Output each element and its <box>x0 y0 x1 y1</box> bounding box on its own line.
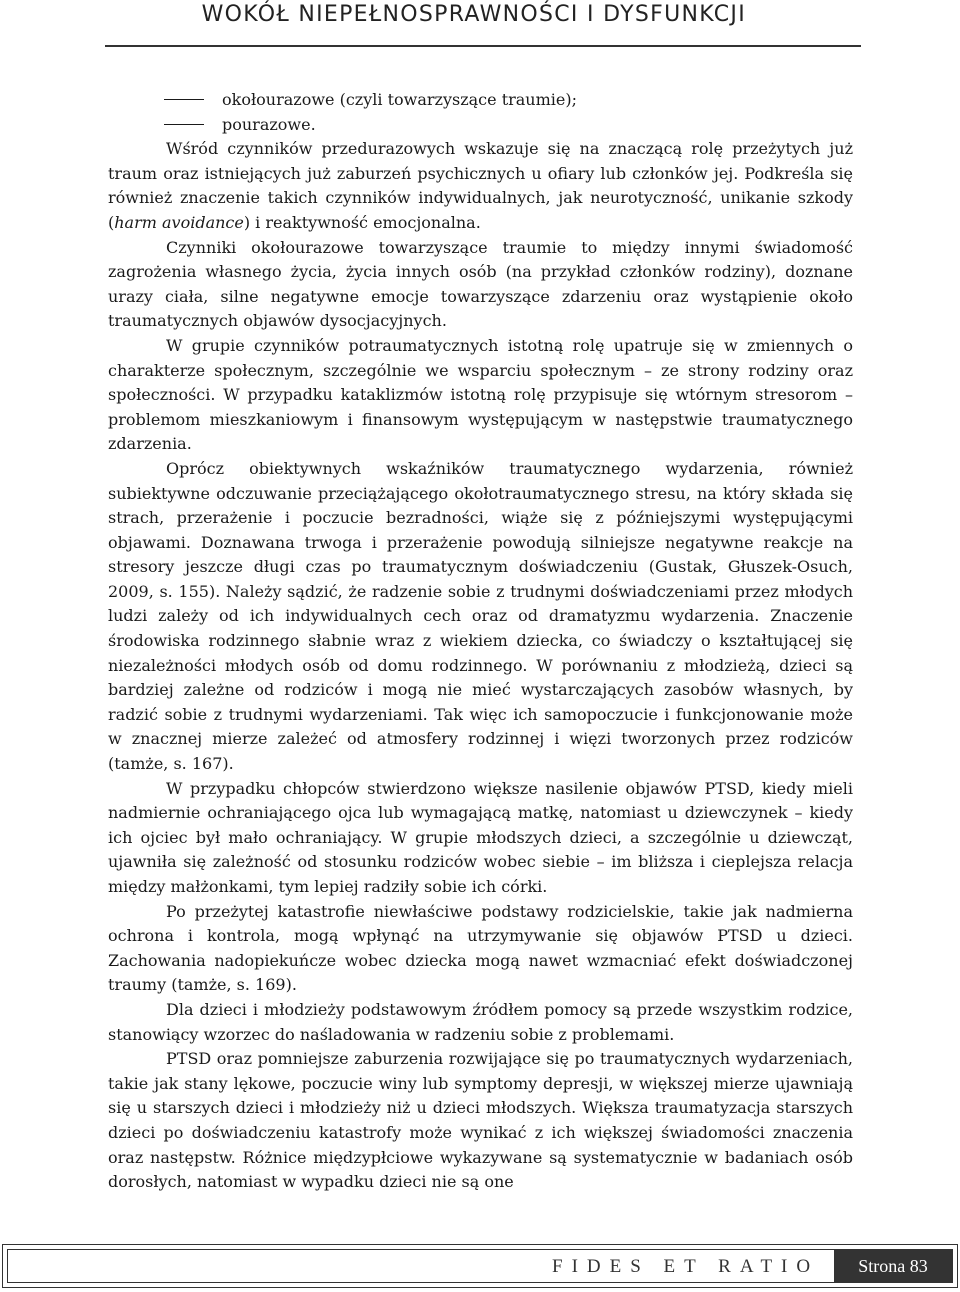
paragraph: PTSD oraz pomniejsze zaburzenia rozwijające się po traumatycznych wydarzeniach, takie jak stany lękowe, poczucie winy lub symptomy depresji, w większej mierze ujawniają się u starszych dzieci i młodzieży niż u dzieci młodszych. Większa traumatyzacja starszych dzieci po doświadczeniu katastrofy może wynikać z ich większej świadomości znaczenia oraz następstw. Różnice międzypłciowe wykazywane są systematycznie w badaniach osób dorosłych, natomiast w wypadku dzieci nie są one <box>108 1049 853 1192</box>
page-number: Strona 83 <box>834 1250 952 1282</box>
paragraph: Oprócz obiektywnych wskaźników traumatycznego wydarzenia, również subiektywne odczuwanie przeciążającego okołotraumatycznego stresu, na który składa się strach, przerażenie i poczucie bezradności, wiąże się z późniejszymi występującymi objawami. Doznawana trwoga i przerażenie powodują silniejsze negatywne reakcje na stresory jeszcze długi czas po traumatycznym doświadczeniu (Gustak, Głuszek-Osuch, 2009, s. 155). Należy sądzić, że radzenie sobie z trudnymi doświadczeniami przez młodych ludzi zależy od ich indywidualnych cech oraz od dramatyzmu wydarzenia. Znaczenie środowiska rodzinnego słabnie wraz z wiekiem dziecka, co świadczy o kształtującej się niezależności młodych osób od domu rodzinnego. W porównaniu z młodzieżą, dzieci są bardziej zależne od rodziców i mogą nie mieć wystarczających zasobów własnych, by radzić sobie z trudnymi wydarzeniami. Tak więc ich samopoczucie i funkcjonowanie może w znacznej mierze zależeć od atmosfery rodzinnej i więzi tworzonych przez rodziców (tamże, s. 167). <box>108 458 853 774</box>
emphasis-text: harm avoidance <box>114 212 244 232</box>
header-rule <box>105 45 861 47</box>
list-item-text: pourazowe. <box>222 114 316 134</box>
paragraph: W grupie czynników potraumatycznych istotną rolę upatruje się w zmiennych o charakterze społecznym, szczególnie we wsparciu społecznym – ze strony rodziny oraz społeczności. W przypadku kataklizmów istotną rolę przypisuje się wtórnym stresorom – problemom mieszkaniowym i finansowym występującym w następstwie traumatycznego zdarzenia. <box>108 335 853 454</box>
dash-bullet <box>164 124 204 125</box>
page-footer <box>2 1244 958 1288</box>
paragraph: Po przeżytej katastrofie niewłaściwe podstawy rodzicielskie, takie jak nadmierna ochrona i kontrola, mogą wpłynąć na utrzymywanie się objawów PTSD u dzieci. Zachowania nadopiekuńcze wobec dziecka mogą nawet wzmacniać efekt doświadczonej traumy (tamże, s. 169). <box>108 901 853 995</box>
list-item <box>108 88 853 113</box>
paragraph: Dla dzieci i młodzieży podstawowym źródłem pomocy są przede wszystkim rodzice, stanowiący wzorzec do naśladowania w radzeniu sobie z problemami. <box>108 999 853 1044</box>
list-item <box>108 113 853 138</box>
paragraph-text: Wśród czynników przedurazowych wskazuje się na znaczącą rolę przeżytych już traum oraz istniejących już zaburzeń psychicznych u ofiary lub członków jej. Podkreśla się również znaczenie takich czynników indywidualnych, jak neurotyczność, unikanie szkody ( <box>108 139 853 232</box>
paragraph: Czynniki okołourazowe towarzyszące traumie to między innymi świadomość zagrożenia własnego życia, życia innych osób (na przykład członków rodziny), doznane urazy ciała, silne negatywne emocje towarzyszące zdarzeniu oraz wystąpienie około traumatycznych objawów dysocjacyjnych. <box>108 237 853 331</box>
footer-frame <box>7 1249 953 1283</box>
header-title: WOKÓŁ NIEPEŁNOSPRAWNOŚCI I DYSFUNKCJI <box>201 2 746 27</box>
paragraph-text: ) i reaktywność emocjonalna. <box>243 212 481 232</box>
footer-brand: FIDES ET RATIO <box>552 1256 820 1277</box>
list-item-text: okołourazowe (czyli towarzyszące traumie); <box>222 90 577 109</box>
running-header <box>0 0 960 40</box>
page-body <box>108 88 853 1195</box>
dash-bullet <box>164 99 204 100</box>
paragraph: W przypadku chłopców stwierdzono większe nasilenie objawów PTSD, kiedy mieli nadmiernie ochraniającego ojca lub wymagającą matkę, natomiast u dziewczynek – kiedy ich ojciec był mało ochraniający. W grupie młodszych dzieci, a szczególnie u dziewcząt, ujawniła się zależność od stosunku rodziców wobec siebie – im bliższa i cieplejsza relacja między małżonkami, tym lepiej radziły sobie ich córki. <box>108 778 853 896</box>
paragraph <box>108 137 853 235</box>
